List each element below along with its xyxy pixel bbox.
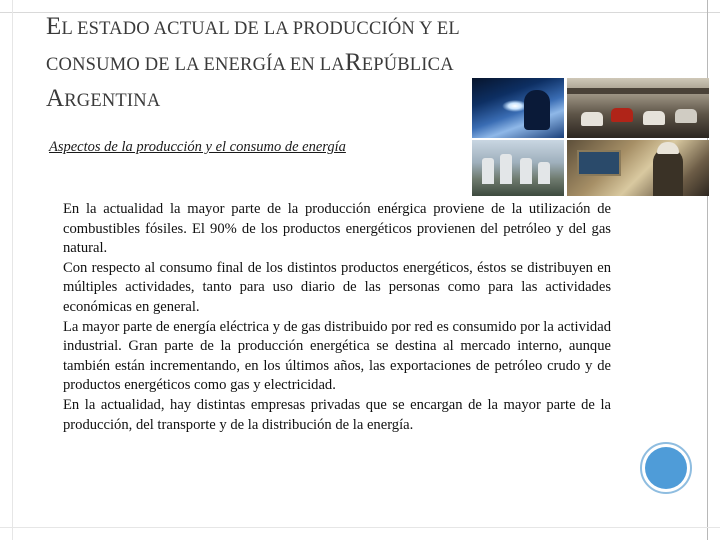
title-line-1 <box>46 10 606 46</box>
slide-border-left <box>12 0 13 540</box>
monitor-shape <box>577 150 621 176</box>
tank-shape <box>500 154 512 184</box>
control-room-photo <box>567 140 709 196</box>
body-paragraph: En la actualidad, hay distintas empresas privadas que se encargan de la mayor parte de la producción, del transporte y de la distribución de la energía. <box>63 396 611 433</box>
beam-shape <box>567 88 709 94</box>
car-shape <box>675 109 697 123</box>
car-factory-photo <box>567 78 709 138</box>
tank-shape <box>538 162 550 184</box>
body-paragraph: Con respecto al consumo final de los distintos productos energéticos, éstos se distribuyen en múltiples actividades, tanto para uso diario de las personas como para las actividades económicas en general. <box>63 259 611 315</box>
title-text: RGENTINA <box>64 91 161 111</box>
welding-photo <box>472 78 564 138</box>
title-initial: A <box>46 85 65 112</box>
tank-shape <box>482 158 494 184</box>
tank-shape <box>520 158 532 184</box>
car-shape <box>643 111 665 125</box>
title-text: L ESTADO ACTUAL DE LA PRODUCCIÓN Y EL <box>61 19 460 39</box>
refinery-photo <box>472 140 564 196</box>
title-line-2 <box>46 46 606 82</box>
operator-shape <box>653 148 683 196</box>
body-paragraph: En la actualidad la mayor parte de la producción enérgica proviene de la utilización de combustibles fósiles. El 90% de los productos energéticos provienen del petróleo y del gas natural. <box>63 201 611 257</box>
title-text: EPÚBLICA <box>361 55 454 75</box>
title-initial: E <box>46 13 62 40</box>
title-text: CONSUMO DE LA ENERGÍA EN LA <box>46 55 345 75</box>
title-initial: R <box>344 49 362 76</box>
worker-shape <box>524 90 550 130</box>
car-shape <box>581 112 603 126</box>
decorative-circle <box>645 447 687 489</box>
slide-body <box>63 200 611 435</box>
slide-subtitle: Aspectos de la producción y el consumo de energía <box>49 139 346 155</box>
car-shape <box>611 108 633 122</box>
slide-border-bottom <box>0 527 720 528</box>
body-paragraph: La mayor parte de energía eléctrica y de gas distribuido por red es consumido por la actividad industrial. Gran parte de la producción energética se destina al mercado interno, aunque también están incrementando, en los últimos años, las exportaciones de petróleo crudo y de productos energéticos como gas y electricidad. <box>63 318 611 394</box>
helmet-shape <box>657 142 679 154</box>
